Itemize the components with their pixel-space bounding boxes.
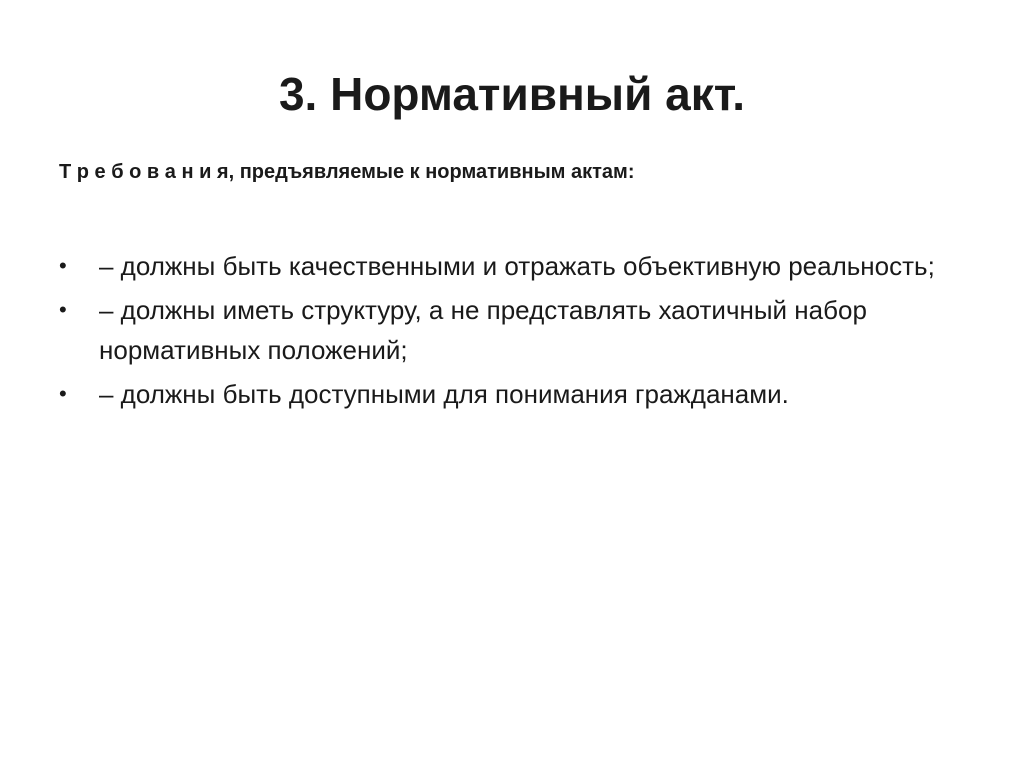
bullet-item <box>59 246 979 286</box>
bullet-icon: • <box>59 381 67 406</box>
bullet-text: – должны быть качественными и отражать объективную реальность; <box>99 251 935 281</box>
slide-title: 3. Нормативный акт. <box>278 68 746 120</box>
bullet-list <box>59 246 979 418</box>
bullet-item <box>59 290 979 370</box>
bullet-item <box>59 374 979 414</box>
bullet-icon: • <box>59 253 67 278</box>
bullet-text: – должны быть доступными для понимания гражданами. <box>99 379 789 409</box>
bullet-text: – должны иметь структуру, а не представлять хаотичный набор нормативных положений; <box>99 295 867 365</box>
slide-subtitle: Т р е б о в а н и я, предъявляемые к нормативным актам: <box>59 161 635 183</box>
bullet-icon: • <box>59 297 67 322</box>
